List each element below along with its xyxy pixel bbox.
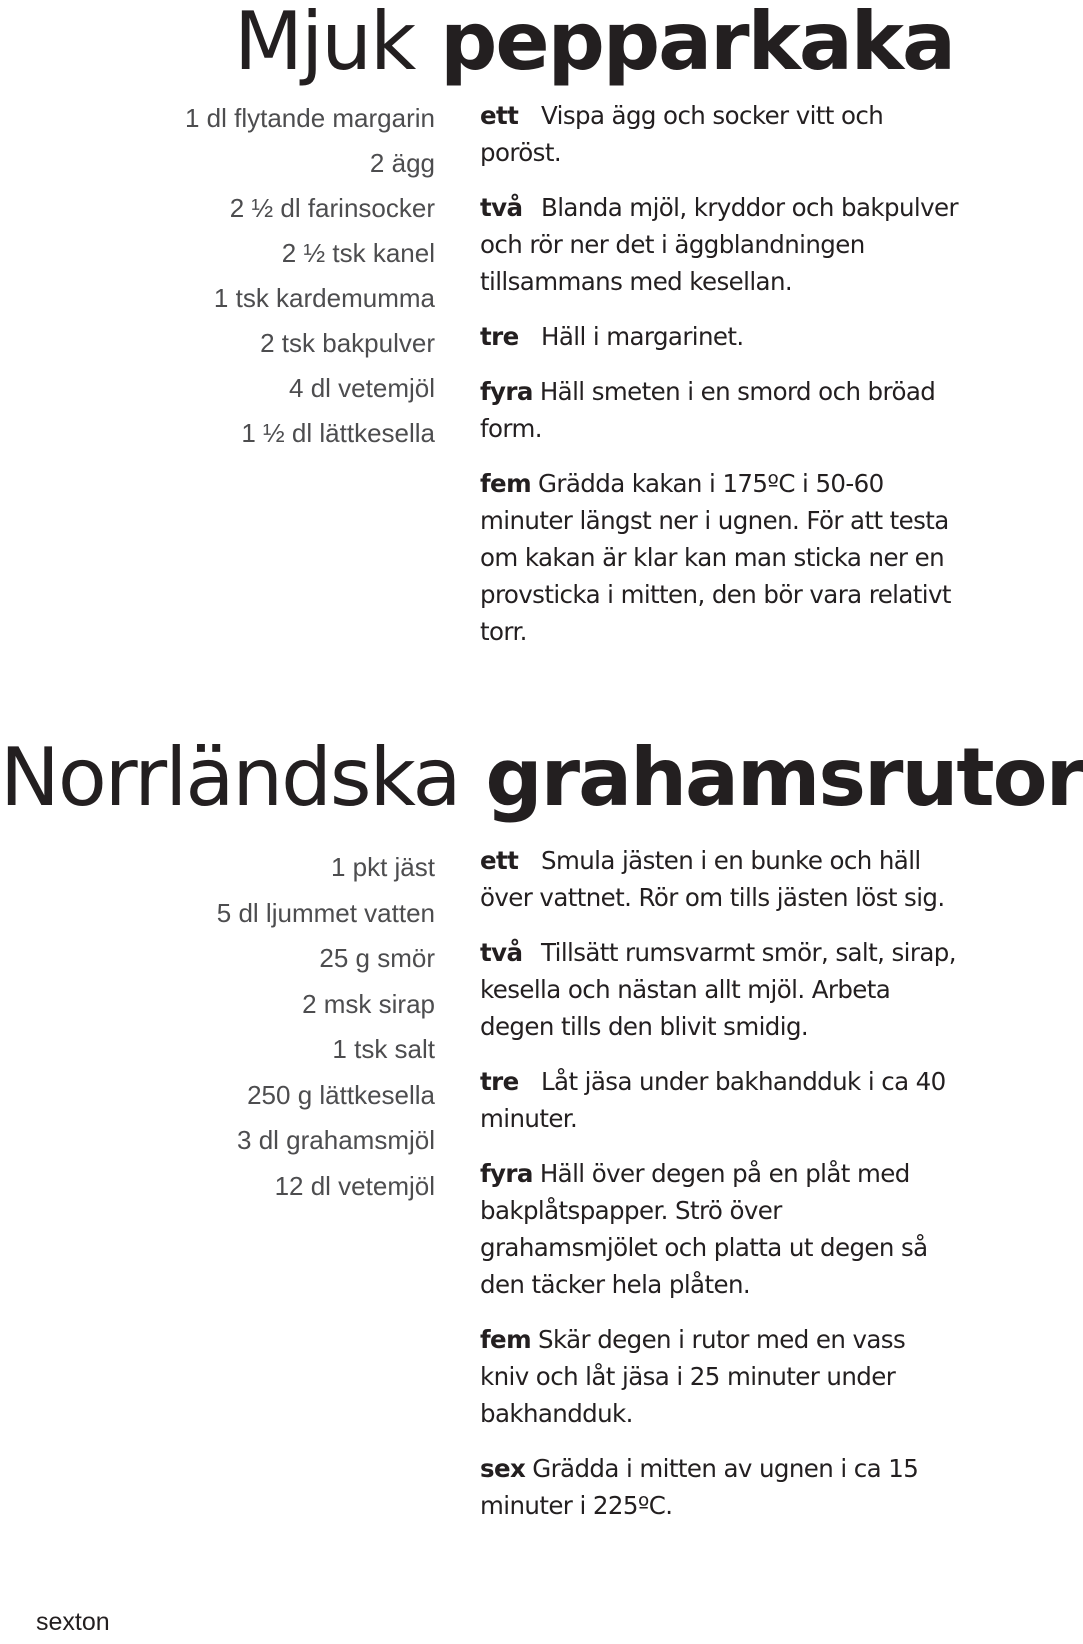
ingredient-item: 12 dl vetemjöl: [274, 1170, 435, 1201]
page-number: sexton: [36, 1608, 110, 1636]
step-number: två: [480, 193, 523, 222]
step-text: Häll smeten i en smord och bröad form.: [480, 377, 936, 443]
recipe-title: [0, 731, 1083, 824]
ingredient-item: 4 dl vetemjöl: [289, 373, 435, 403]
step-item: [480, 1321, 958, 1432]
step-list: [480, 842, 958, 1542]
step-item: [480, 318, 958, 355]
recipe-title-bold: pepparkaka: [440, 0, 954, 88]
step-number: tre: [480, 322, 519, 351]
step-item: [480, 934, 958, 1045]
ingredient-item: 1 ½ dl lättkesella: [241, 418, 435, 448]
step-item: [480, 1063, 958, 1137]
ingredient-item: 2 ½ tsk kanel: [281, 238, 435, 268]
step-text: Smula jästen i en bunke och häll över vattnet. Rör om tills jästen löst sig.: [480, 846, 945, 912]
step-number: ett: [480, 846, 519, 875]
step-text: Skär degen i rutor med en vass kniv och låt jäsa i 25 minuter under bakhandduk.: [480, 1325, 906, 1428]
step-item: [480, 97, 958, 171]
ingredient-item: 25 g smör: [319, 943, 435, 973]
ingredient-item: 1 dl flytande margarin: [184, 103, 435, 133]
step-item: [480, 189, 958, 300]
step-text: Vispa ägg och socker vitt och poröst.: [480, 101, 884, 167]
step-text: Häll i margarinet.: [541, 322, 744, 351]
ingredient-item: 1 pkt jäst: [330, 852, 435, 882]
step-number: fyra: [480, 377, 533, 406]
ingredient-item: 2 ½ dl farinsocker: [229, 193, 435, 223]
ingredient-item: 1 tsk kardemumma: [213, 283, 435, 313]
ingredient-list: [217, 845, 435, 1209]
step-number: två: [480, 938, 523, 967]
ingredient-item: 2 tsk bakpulver: [260, 328, 435, 358]
step-number: fyra: [480, 1159, 533, 1188]
recipe-title-light: Mjuk: [233, 0, 415, 88]
step-item: [480, 842, 958, 916]
step-number: ett: [480, 101, 519, 130]
step-text: Tillsätt rumsvarmt smör, salt, sirap, kesella och nästan allt mjöl. Arbeta degen tills den blivit smidig.: [480, 938, 956, 1041]
step-text: Blanda mjöl, kryddor och bakpulver och rör ner det i äggblandningen tillsammans med kesellan.: [480, 193, 958, 296]
step-text: Grädda kakan i 175ºC i 50-60 minuter längst ner i ugnen. För att testa om kakan är klar kan man sticka ner en provsticka i mitten, den bör vara relativt torr.: [480, 469, 951, 646]
step-text: Häll över degen på en plåt med bakplåtspapper. Strö över grahamsmjölet och platta ut degen så den täcker hela plåten.: [480, 1159, 928, 1299]
step-text: Låt jäsa under bakhandduk i ca 40 minuter.: [480, 1067, 946, 1133]
step-number: fem: [480, 469, 532, 498]
ingredient-item: 2 ägg: [369, 148, 435, 178]
step-number: sex: [480, 1454, 526, 1483]
ingredient-item: 2 msk sirap: [302, 988, 435, 1019]
step-list: [480, 97, 958, 668]
ingredient-list: [185, 96, 435, 456]
recipe-title-bold: grahamsrutor: [485, 731, 1083, 824]
step-item: [480, 1450, 958, 1524]
step-number: fem: [480, 1325, 532, 1354]
recipe-title-light: Norrländska: [0, 731, 460, 824]
step-number: tre: [480, 1067, 519, 1096]
ingredient-item: 3 dl grahamsmjöl: [237, 1125, 435, 1155]
step-item: [480, 373, 958, 447]
ingredient-item: 1 tsk salt: [332, 1034, 435, 1064]
step-text: Grädda i mitten av ugnen i ca 15 minuter i 225ºC.: [480, 1454, 919, 1520]
step-item: [480, 465, 958, 650]
ingredient-item: 5 dl ljummet vatten: [216, 897, 435, 928]
step-item: [480, 1155, 958, 1303]
recipe-title: [233, 0, 954, 88]
ingredient-item: 250 g lättkesella: [247, 1079, 435, 1110]
